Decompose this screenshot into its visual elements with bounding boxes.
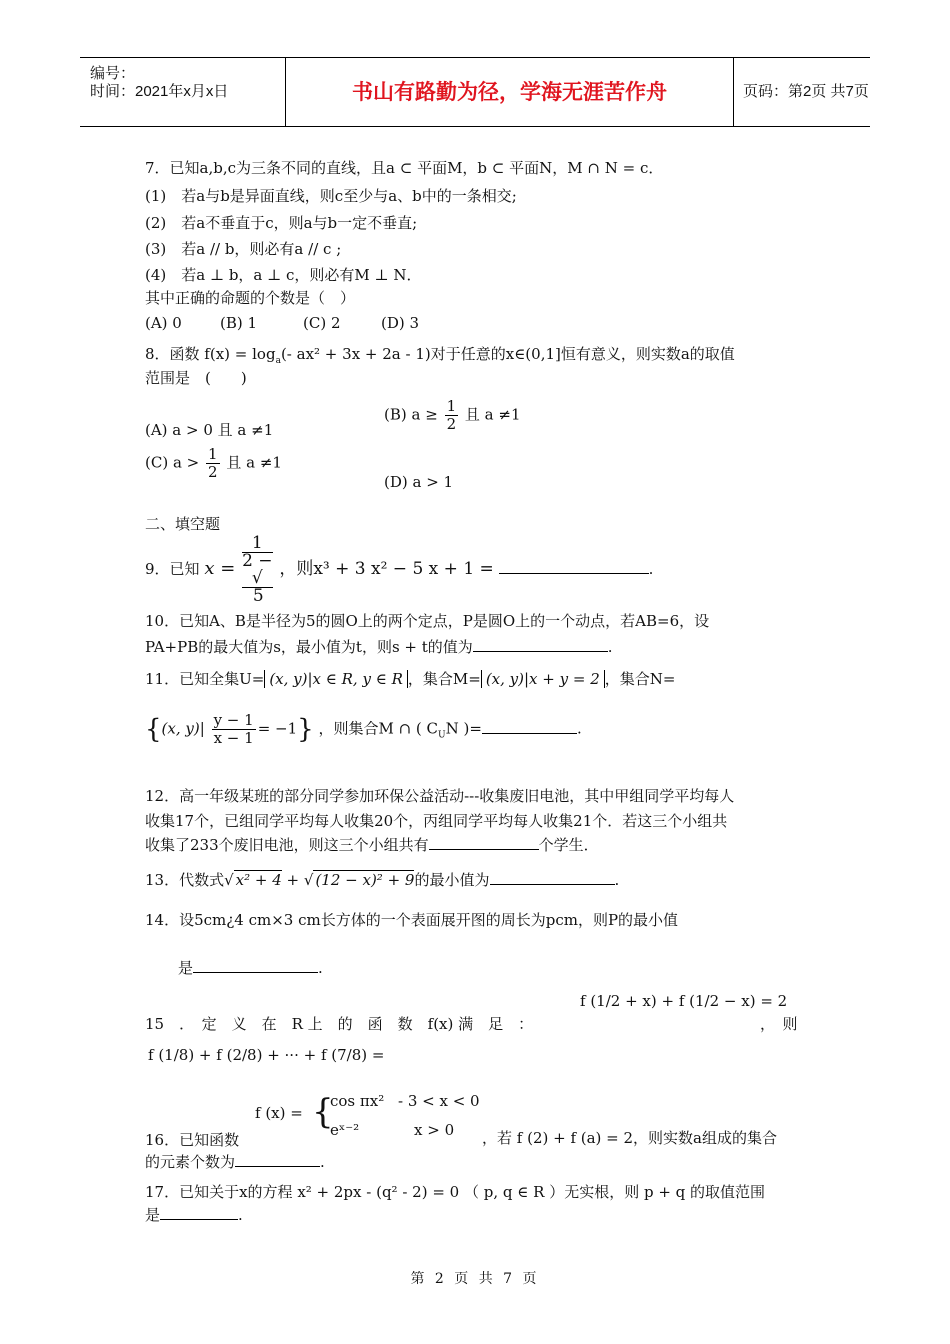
q13-end: . (614, 871, 620, 889)
q17-answer-blank[interactable] (160, 1205, 238, 1220)
q11-l1-mid: ，集合M= (407, 670, 481, 688)
q16-line-1-post: ，若 f (2) + f (a) = 2，则实数a组成的集合 (482, 1129, 777, 1147)
q16-answer-blank[interactable] (235, 1152, 320, 1167)
q11-N-post: = −1 (257, 719, 298, 738)
q8-option-b-fraction (445, 398, 459, 433)
q11-l2-post: ，则集合M ∩ ( C (318, 719, 439, 738)
q14-line-2-text: 是 (178, 959, 194, 977)
q8-option-c-pre: (C) a > (145, 453, 200, 472)
q16-case-1-cond: - 3 < x < 0 (398, 1092, 480, 1110)
q9-end: . (648, 560, 654, 578)
q16-case-2-cond: x > 0 (414, 1121, 455, 1139)
q9 (145, 535, 653, 605)
q11-complement-sub: U (438, 730, 446, 741)
q15-line-2: f (1/8) + f (2/8) + ··· + f (7/8) = (148, 1046, 385, 1064)
q11-N-pre: (x, y)| (161, 719, 205, 738)
motto: 书山有路勤为径，学海无涯苦作舟 (285, 58, 734, 126)
q14-answer-blank[interactable] (193, 958, 318, 973)
q12-line-3 (145, 835, 599, 855)
q7-question: 其中正确的命题的个数是（ ） (145, 289, 356, 307)
q7-option-b: (B) 1 (220, 314, 258, 332)
q16-fx: f (x) = (255, 1104, 303, 1122)
q8-option-c-fraction (206, 446, 220, 481)
q8-option-c-post: 且 a ≠1 (226, 453, 282, 472)
q9-post: ，则x³ + 3 x² − 5 x + 1 = (279, 559, 494, 579)
q7-option-d: (D) 3 (381, 314, 420, 332)
q11-l1-pre: 11．已知全集U= (145, 670, 265, 688)
q16-case-2-expr: eˣ⁻² (330, 1121, 360, 1139)
q13-answer-blank[interactable] (490, 870, 615, 885)
q12-line-2: 收集17个，已组同学平均每人收集20个，丙组同学平均每人收集21个．若这三个小组共 (145, 812, 728, 830)
q17-line-2 (145, 1205, 243, 1225)
q11-N-denominator: x − 1 (213, 729, 254, 747)
q15-then: ， 则 (760, 1015, 798, 1033)
q7-statement-2: (2) 若a不垂直于c，则a与b一定不垂直; (145, 214, 418, 232)
q17-line-1: 17．已知关于x的方程 x² + 2px - (q² - 2) = 0 （ p, q ∈ R ）无实根，则 p + q 的取值范围 (145, 1183, 766, 1201)
header-meta (80, 58, 285, 126)
q14-end: . (318, 959, 323, 977)
q13-radical-1: x² + 4 (235, 871, 282, 889)
q11-N-numerator: y − 1 (213, 711, 254, 729)
fraction-numerator: 1 (446, 397, 457, 415)
q11-answer-blank[interactable] (482, 719, 577, 734)
q9-x-eq: x = (204, 558, 236, 579)
q16-case-1-expr: cos πx² (330, 1092, 385, 1110)
q8-stem (145, 344, 735, 371)
q11-end: . (576, 719, 582, 738)
right-brace: } (297, 714, 314, 745)
q11-line-2 (145, 712, 582, 747)
q8-option-d: (D) a > 1 (384, 473, 454, 491)
q8-stem-head: 8．函数 f(x) = log (145, 345, 276, 363)
q7-option-a: (A) 0 (145, 314, 182, 332)
page-label: 页码：第2页 共7页 (743, 83, 869, 100)
q11-set-M: (x, y)|x + y = 2 (481, 670, 605, 688)
q8-stem-2: 范围是 ( ) (145, 369, 247, 387)
q16-brace: { (312, 1092, 334, 1132)
q7-statement-3: (3) 若a // b，则必有a // c ; (145, 240, 342, 258)
q11-set-U: (x, y)|x ∈ R, y ∈ R (264, 670, 408, 688)
q16-line-1-pre: 16．已知函数 (145, 1131, 240, 1149)
q8-log-base: a (275, 356, 281, 366)
q10-line-1: 10．已知A、B是半径为5的圆O上的两个定点，P是圆O上的一个动点，若AB=6，设 (145, 612, 710, 630)
q17-end: . (238, 1206, 243, 1224)
q15-condition: f (1/2 + x) + f (1/2 − x) = 2 (580, 992, 788, 1010)
q10-line-2 (145, 637, 613, 657)
fraction-numerator: 1 (208, 445, 218, 463)
q16-end: . (320, 1153, 325, 1171)
q10-line-2-text: PA+PB的最大值为s，最小值为t，则s + t的值为 (145, 638, 473, 656)
q11-line-1 (145, 669, 675, 689)
left-brace: { (145, 714, 162, 745)
q8-option-c (145, 446, 282, 481)
q16-line-2 (145, 1152, 325, 1172)
q13-pre: 13．代数式 (145, 871, 225, 889)
q9-answer-blank[interactable] (499, 559, 649, 574)
q7-option-c: (C) 2 (303, 314, 341, 332)
q11-N-fraction (212, 712, 256, 747)
q10-end: . (607, 638, 613, 656)
fraction-denominator: 2 (208, 463, 218, 481)
q15-line-1: 15 ． 定 义 在 R 上 的 函 数 f(x) 满 足 ： (145, 1015, 534, 1033)
q12-answer-blank[interactable] (429, 835, 539, 850)
fraction-denominator: 2 (446, 415, 457, 433)
q8-stem-rest: (- ax² + 3x + 2a - 1)对于任意的x∈(0,1]恒有意义，则实数a的取值 (280, 345, 735, 363)
time-label: 时间：2021年x月x日 (90, 83, 229, 100)
q10-answer-blank[interactable] (473, 637, 608, 652)
q8-option-b-post: 且 a ≠1 (464, 405, 521, 424)
q13: 13．代数式√ x² + 4 + √ (12 − x)² + 9的最小值为 . (145, 871, 620, 889)
q12-line-1: 12．高一年级某班的部分同学参加环保公益活动---收集废旧电池，其中甲组同学平均每人 (145, 787, 735, 805)
q11-l2-tail: N )= (445, 719, 482, 738)
q7-stem: 7．已知a,b,c为三条不同的直线，且a ⊂ 平面M，b ⊂ 平面N，M ∩ N = c． (145, 159, 664, 177)
q8-option-b-pre: (B) a ≥ (384, 405, 438, 424)
q13-radical-2: (12 − x)² + 9 (315, 871, 415, 889)
q7-statement-4: (4) 若a ⊥ b，a ⊥ c，则必有M ⊥ N． (145, 266, 422, 284)
q12-line-3-pre: 收集了233个废旧电池，则这三个小组共有 (145, 836, 429, 854)
page-footer: 第 2 页 共 7 页 (410, 1271, 540, 1287)
section-title: 二、填空题 (145, 515, 221, 533)
q9-denominator: 2 − √ 5 (242, 551, 273, 606)
q9-pre: 9．已知 (145, 560, 200, 578)
q8-option-a: (A) a > 0 且 a ≠1 (145, 421, 274, 439)
q14-line-1: 14．设5cm¿4 cm×3 cm长方体的一个表面展开图的周长为pcm，则P的最小值 (145, 911, 679, 929)
q12-line-3-post: 个学生． (538, 836, 599, 854)
q7-statement-1: (1) 若a与b是异面直线，则c至少与a、b中的一条相交; (145, 187, 517, 205)
q11-l1-post: ，集合N= (604, 670, 676, 688)
q9-fraction (242, 535, 272, 605)
q14-line-2 (178, 958, 323, 978)
q13-post: 的最小值为 (414, 871, 490, 889)
code-label: 编号： (90, 65, 136, 82)
q9-numerator: 1 (242, 535, 272, 553)
q13-plus: + (281, 871, 304, 889)
q16-line-2-text: 的元素个数为 (145, 1153, 236, 1171)
q9-den-sqrt: 5 (242, 587, 272, 605)
q8-option-b (384, 398, 520, 433)
q17-line-2-text: 是 (145, 1206, 161, 1224)
header-table (80, 57, 870, 127)
q9-den-pre: 2 − (242, 551, 273, 571)
